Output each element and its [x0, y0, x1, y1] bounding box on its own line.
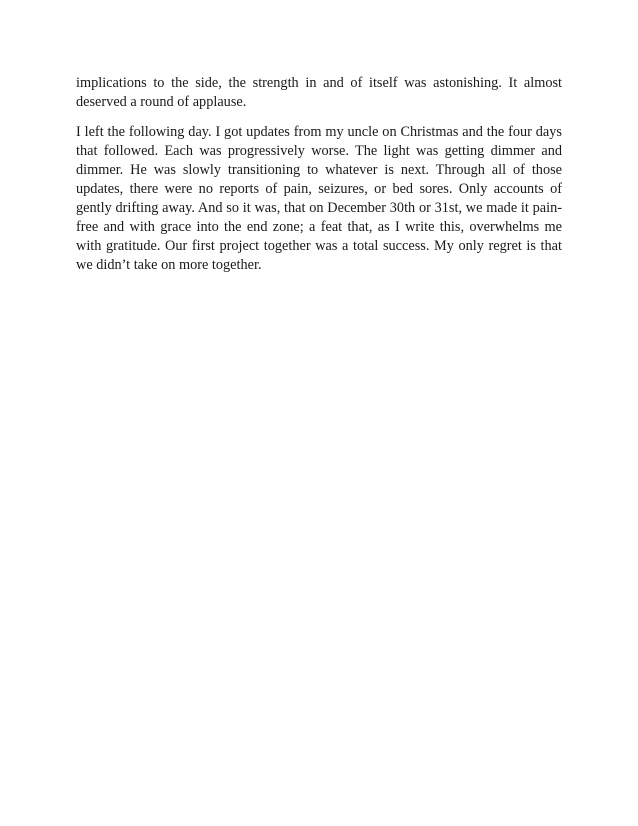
document-body [76, 74, 562, 286]
paragraph-1: implications to the side, the strength in and of itself was astonishing. It almost deserved a round of applause. [76, 75, 562, 110]
paragraph-2: I left the following day. I got updates from my uncle on Christmas and the four days that followed. Each was progressively worse. The light was getting dimmer and dimmer. He was slowly transitioning to whatever is next. Through all of those updates, there were no reports of pain, seizures, or bed sores. Only accounts of gently drifting away. And so it was, that on December 30th or 31st, we made it pain-free and with grace into the end zone; a feat that, as I write this, overwhelms me with gratitude. Our first project together was a total success. My only regret is that we didn’t take on more together. [76, 124, 562, 273]
